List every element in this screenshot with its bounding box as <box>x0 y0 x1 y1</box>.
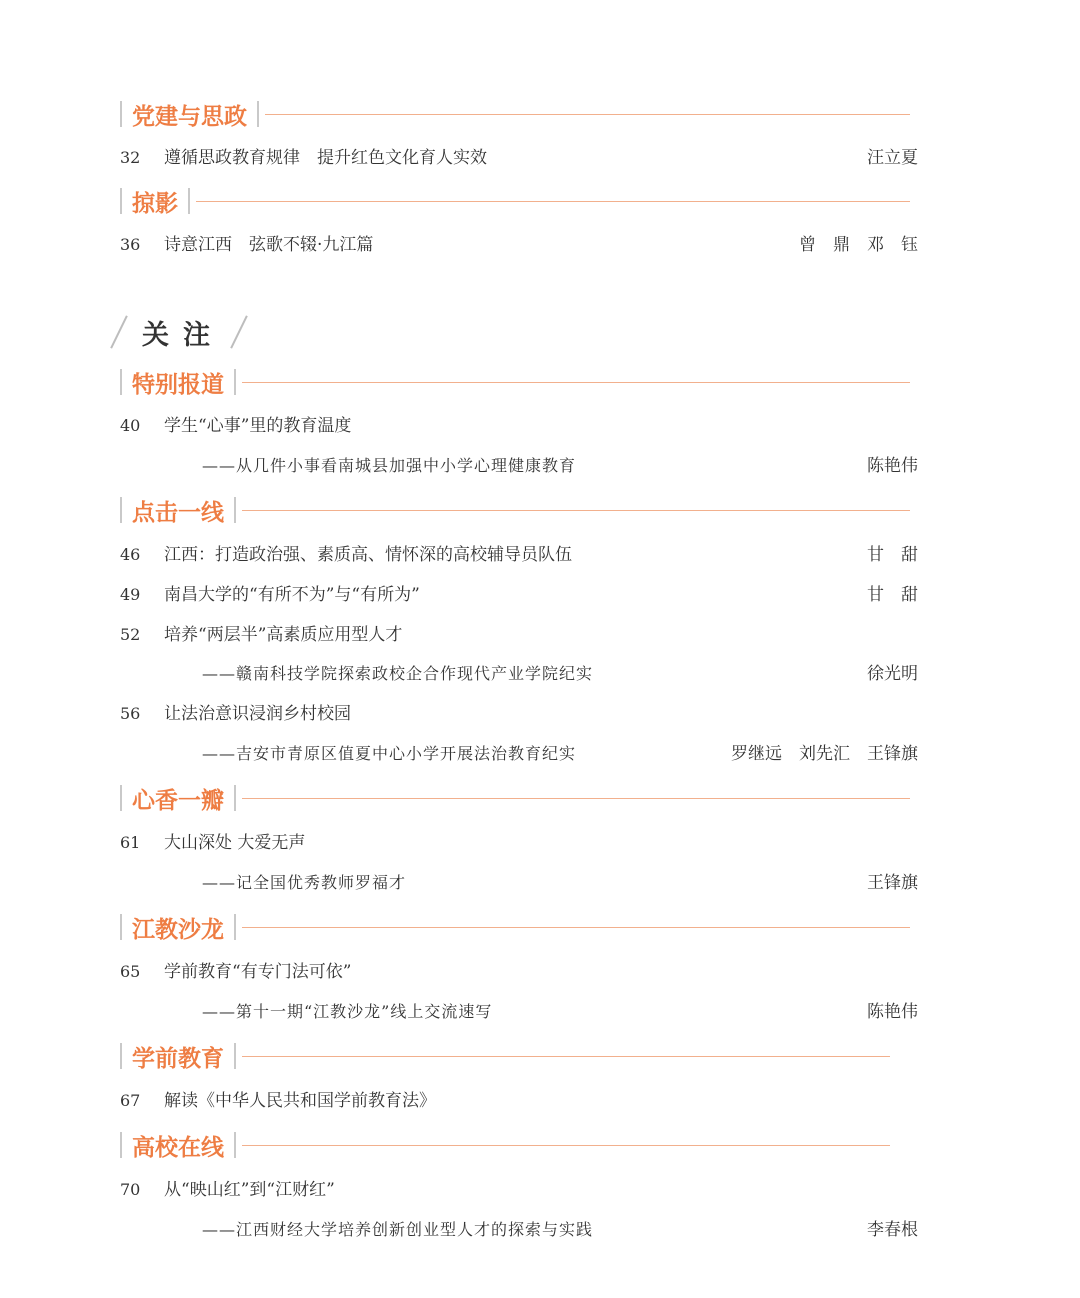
section-header <box>120 780 910 816</box>
toc-entry[interactable] <box>120 1177 918 1203</box>
entry-author: 曾 鼎 邓 钰 <box>799 235 918 255</box>
section-bar <box>120 101 122 127</box>
section-bar <box>234 785 236 811</box>
section-bar <box>120 1132 122 1158</box>
entry-title: 诗意江西 弦歌不辍·九江篇 <box>164 235 374 255</box>
section-rule <box>242 1056 890 1057</box>
section-title: 高校在线 <box>132 1134 224 1161</box>
page-number: 70 <box>120 1180 141 1199</box>
entry-title: 解读《中华人民共和国学前教育法》 <box>164 1091 436 1111</box>
page-number: 46 <box>120 545 141 564</box>
section-rule <box>196 201 910 202</box>
toc-entry-subtitle[interactable] <box>120 453 918 479</box>
section-header <box>120 96 910 132</box>
entry-title: 江西：打造政治强、素质高、情怀深的高校辅导员队伍 <box>164 545 572 565</box>
page-number: 49 <box>120 585 141 604</box>
section-header <box>120 364 910 400</box>
section-bar <box>188 188 190 214</box>
toc-entry-subtitle[interactable] <box>120 870 918 896</box>
entry-title: 遵循思政教育规律 提升红色文化育人实效 <box>164 148 487 168</box>
entry-author: 汪立夏 <box>867 148 918 168</box>
page-number: 40 <box>120 416 141 435</box>
entry-author: 甘 甜 <box>867 585 918 605</box>
entry-title: 大山深处 大爱无声 <box>164 833 306 853</box>
page-number: 67 <box>120 1091 141 1110</box>
section-rule <box>242 382 910 383</box>
section-header <box>120 909 910 945</box>
section-title: 心香一瓣 <box>132 787 224 814</box>
entry-subtitle: ——赣南科技学院探索政校企合作现代产业学院纪实 <box>202 664 594 683</box>
section-bar <box>234 1043 236 1069</box>
toc-entry[interactable] <box>120 145 918 171</box>
page-number: 52 <box>120 625 141 644</box>
section-header <box>120 1127 890 1163</box>
toc-entry-subtitle[interactable] <box>120 661 918 687</box>
entry-author: 徐光明 <box>867 664 918 684</box>
category-title: 关注 <box>142 319 224 351</box>
toc-entry[interactable] <box>120 622 918 648</box>
toc-entry[interactable] <box>120 582 918 608</box>
section-bar <box>234 369 236 395</box>
entry-author: 罗继远 刘先汇 王锋旗 <box>731 744 918 764</box>
entry-title: 从“映山红”到“江财红” <box>164 1180 335 1200</box>
section-bar <box>120 497 122 523</box>
category-slash <box>230 315 248 348</box>
section-header <box>120 183 910 219</box>
toc-entry-subtitle[interactable] <box>120 999 918 1025</box>
toc-entry[interactable] <box>120 1088 918 1114</box>
toc-entry[interactable] <box>120 830 918 856</box>
entry-author: 王锋旗 <box>867 873 918 893</box>
page-number: 56 <box>120 704 141 723</box>
section-title: 学前教育 <box>132 1045 224 1072</box>
entry-subtitle: ——江西财经大学培养创新创业型人才的探索与实践 <box>202 1220 594 1239</box>
page-number: 32 <box>120 148 141 167</box>
page-number: 65 <box>120 962 141 981</box>
toc-entry[interactable] <box>120 232 918 258</box>
section-bar <box>234 1132 236 1158</box>
section-bar <box>120 369 122 395</box>
toc-entry[interactable] <box>120 701 918 727</box>
section-title: 江教沙龙 <box>132 916 224 943</box>
section-bar <box>234 497 236 523</box>
entry-title: 南昌大学的“有所不为”与“有所为” <box>164 585 420 605</box>
entry-subtitle: ——从几件小事看南城县加强中小学心理健康教育 <box>202 456 577 475</box>
entry-subtitle: ——记全国优秀教师罗福才 <box>202 873 407 892</box>
toc-entry[interactable] <box>120 959 918 985</box>
section-bar <box>120 785 122 811</box>
section-title: 掠影 <box>132 190 178 217</box>
entry-subtitle: ——第十一期“江教沙龙”线上交流速写 <box>202 1002 493 1021</box>
section-bar <box>120 1043 122 1069</box>
section-rule <box>242 1145 890 1146</box>
section-title: 党建与思政 <box>132 103 247 130</box>
category-header <box>118 312 240 352</box>
toc-entry[interactable] <box>120 542 918 568</box>
entry-author: 陈艳伟 <box>867 1002 918 1022</box>
category-slash <box>110 315 128 348</box>
entry-title: 学生“心事”里的教育温度 <box>164 416 352 436</box>
entry-author: 李春根 <box>867 1220 918 1240</box>
section-bar <box>120 188 122 214</box>
section-rule <box>242 927 910 928</box>
toc-entry-subtitle[interactable] <box>120 741 918 767</box>
entry-title: 让法治意识浸润乡村校园 <box>164 704 351 724</box>
section-title: 特别报道 <box>132 371 224 398</box>
section-header <box>120 492 910 528</box>
section-rule <box>265 114 910 115</box>
page-number: 61 <box>120 833 141 852</box>
toc-entry[interactable] <box>120 413 918 439</box>
page-number: 36 <box>120 235 141 254</box>
toc-entry-subtitle[interactable] <box>120 1217 918 1243</box>
entry-author: 陈艳伟 <box>867 456 918 476</box>
entry-subtitle: ——吉安市青原区值夏中心小学开展法治教育纪实 <box>202 744 577 763</box>
section-header <box>120 1038 890 1074</box>
section-rule <box>242 798 910 799</box>
entry-author: 甘 甜 <box>867 545 918 565</box>
section-bar <box>120 914 122 940</box>
section-rule <box>242 510 910 511</box>
section-title: 点击一线 <box>132 499 224 526</box>
entry-title: 学前教育“有专门法可依” <box>164 962 352 982</box>
section-bar <box>234 914 236 940</box>
entry-title: 培养“两层半”高素质应用型人才 <box>164 625 403 645</box>
section-bar <box>257 101 259 127</box>
